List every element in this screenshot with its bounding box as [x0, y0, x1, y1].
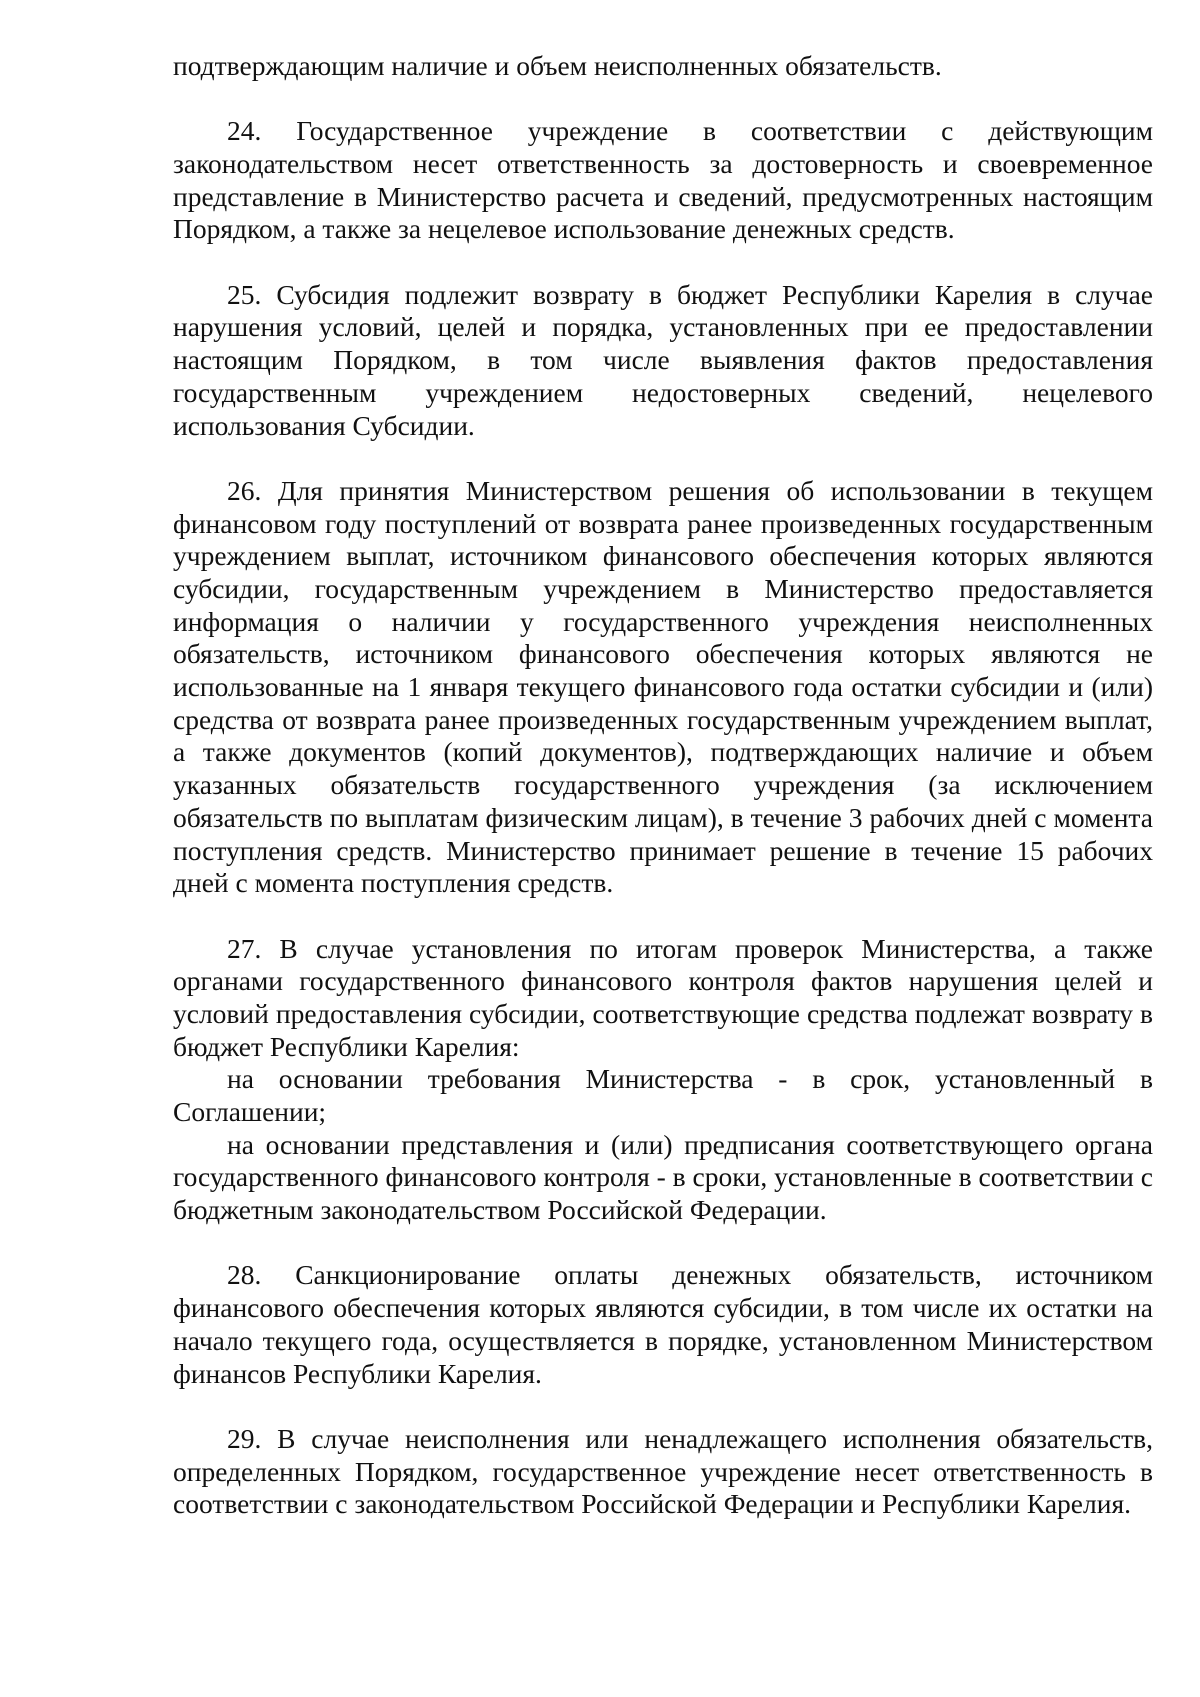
paragraph-24: 24. Государственное учреждение в соответствии с действующим законодательством несет ответственность за достоверность и своевременное представление в Министерство расчета и сведений, предусмотренных настоящим Порядком, а также за нецелевое использование денежных средств. — [173, 115, 1153, 245]
paragraph-27-item-b: на основании представления и (или) предписания соответствующего органа государственного финансового контроля - в сроки, установленные в соответствии с бюджетным законодательством Российской Федерации. — [173, 1128, 1153, 1226]
paragraph-27: 27. В случае установления по итогам проверок Министерства, а также органами государственного финансового контроля фактов нарушения целей и условий предоставления субсидии, соответствующие средства подлежат возврату в бюджет Республики Карелия: — [173, 932, 1153, 1062]
paragraph-26: 26. Для принятия Министерством решения об использовании в текущем финансовом году поступлений от возврата ранее произведенных государственным учреждением выплат, источником финансового обеспечения которых являются субсидии, государственным учреждением в Министерство предоставляется информация о наличии у государственного учреждения неисполненных обязательств, источником финансового обеспечения которых являются не использованные на 1 января текущего финансового года остатки субсидии и (или) средства от возврата ранее произведенных государственным учреждением выплат, а также документов (копий документов), подтверждающих наличие и объем указанных обязательств государственного учреждения (за исключением обязательств по выплатам физическим лицам), в течение 3 рабочих дней с момента поступления средств. Министерство принимает решение в течение 15 рабочих дней с момента поступления средств. — [173, 474, 1153, 899]
paragraph-25: 25. Субсидия подлежит возврату в бюджет Республики Карелия в случае нарушения условий, целей и порядка, установленных при ее предоставлении настоящим Порядком, в том числе выявления фактов предоставления государственным учреждением недостоверных сведений, нецелевого использования Субсидии. — [173, 278, 1153, 441]
paragraph-29: 29. В случае неисполнения или ненадлежащего исполнения обязательств, определенных Порядком, государственное учреждение несет ответственность в соответствии с законодательством Российской Федерации и Республики Карелия. — [173, 1422, 1153, 1520]
document-body — [173, 50, 1153, 1521]
paragraph-23-continuation: подтверждающим наличие и объем неисполненных обязательств. — [173, 50, 942, 81]
paragraph-28: 28. Санкционирование оплаты денежных обязательств, источником финансового обеспечения которых являются субсидии, в том числе их остатки на начало текущего года, осуществляется в порядке, установленном Министерством финансов Республики Карелия. — [173, 1259, 1153, 1389]
paragraph-27-item-a: на основании требования Министерства - в срок, установленный в Соглашении; — [173, 1063, 1153, 1128]
